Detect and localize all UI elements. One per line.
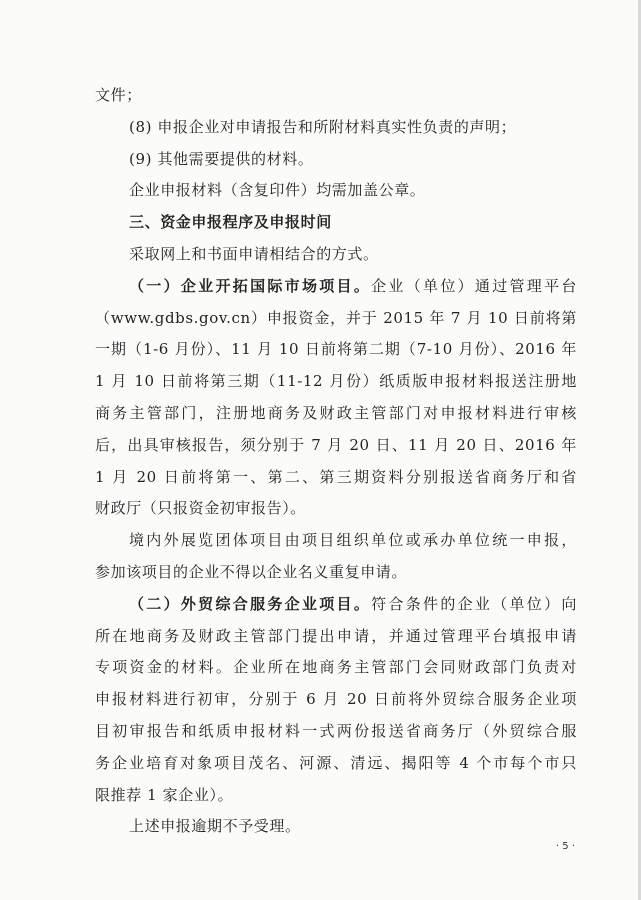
text-line: 上述申报逾期不予受理。 (129, 817, 301, 836)
text-run: 企业（单位）通过管理平台 (371, 276, 577, 295)
text-line: 企业申报材料（含复印件）均需加盖公章。 (129, 181, 426, 200)
document-body (95, 80, 577, 843)
text-line: 1 月 10 日前将第三期（11-12 月份）纸质版申报材料报送注册地 (95, 372, 577, 391)
text-run: 符合条件的企业（单位）向 (371, 594, 577, 613)
text-line: 专项资金的材料。企业所在地商务主管部门会同财政部门负责对 (95, 658, 577, 677)
subsection-heading-2: （二）外贸综合服务企业项目。 (129, 594, 372, 613)
text-line: 所在地商务及财政主管部门提出申请，并通过管理平台填报申请 (95, 626, 577, 645)
text-line: 后，出具审核报告，须分别于 7 月 20 日、11 月 20 日、2016 年 (95, 435, 577, 454)
page-number: · 5 · (555, 841, 575, 852)
text-line: 商务主管部门，注册地商务及财政主管部门对申报材料进行审核 (95, 403, 577, 422)
text-line: 1 月 20 日前将第一、第二、第三期资料分别报送省商务厅和省 (95, 467, 577, 486)
list-item-9: (9) 其他需要提供的材料。 (129, 149, 314, 168)
text-line: 财政厅（只报资金初审报告）。 (95, 499, 306, 518)
text-line: 参加该项目的企业不得以企业名义重复申请。 (95, 562, 408, 581)
paragraph-1-first-line (95, 271, 577, 303)
paragraph-2-first-line (95, 589, 577, 621)
list-item-8: (8) 申报企业对申请报告和所附材料真实性负责的声明； (129, 117, 517, 136)
text-line: 申报材料进行初审，分别于 6 月 20 日前将外贸综合服务企业项 (95, 690, 577, 709)
text-line: 一期（1-6 月份）、11 月 10 日前将第二期（7-10 月份）、2016 年 (95, 340, 577, 359)
text-line: （www.gdbs.gov.cn）申报资金，并于 2015 年 7 月 10 日前将第 (95, 308, 577, 327)
text-line: 目初审报告和纸质申报材料一式两份报送省商务厅（外贸综合服 (95, 721, 577, 740)
text-line: 文件； (95, 86, 142, 104)
subsection-heading-1: （一）企业开拓国际市场项目。 (129, 276, 372, 295)
section-heading: 三、资金申报程序及申报时间 (129, 213, 332, 232)
text-line: 采取网上和书面申请相结合的方式。 (129, 244, 379, 263)
text-line: 务企业培育对象项目茂名、河源、清远、揭阳等 4 个市每个市只 (95, 753, 577, 772)
text-line: 境内外展览团体项目由项目组织单位或承办单位统一申报， (129, 531, 577, 550)
text-line: 限推荐 1 家企业）。 (95, 785, 234, 804)
